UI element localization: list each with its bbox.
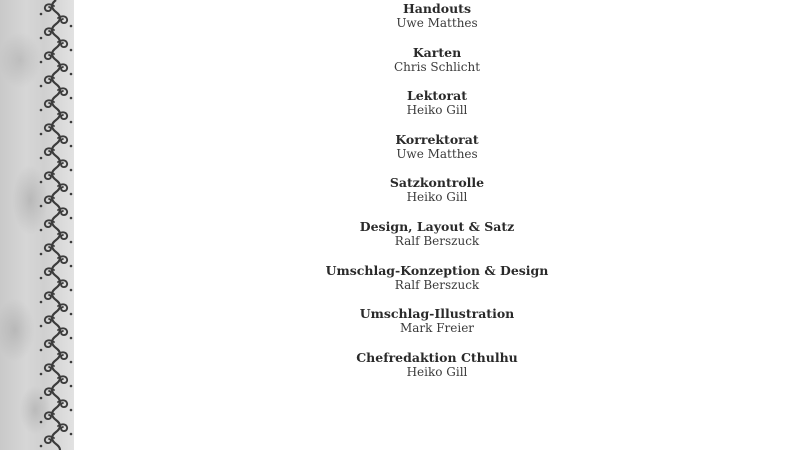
- credit-role: Design, Layout & Satz: [359, 218, 515, 234]
- credit-entry: [74, 131, 800, 175]
- credit-entry: [74, 218, 800, 262]
- credit-entry: [74, 87, 800, 131]
- credit-name: Heiko Gill: [406, 364, 468, 379]
- credit-role: Satzkontrolle: [389, 175, 485, 191]
- credit-name: Ralf Berszuck: [394, 277, 480, 292]
- credit-name: Chris Schlicht: [393, 59, 481, 74]
- credit-entry: [74, 262, 800, 306]
- credit-role: Chefredaktion Cthulhu: [356, 349, 518, 365]
- credit-role: Handouts: [403, 1, 471, 16]
- credit-role: Lektorat: [407, 88, 467, 104]
- credit-name: Uwe Matthes: [396, 16, 478, 30]
- credit-name: Mark Freier: [399, 321, 475, 336]
- credit-name: Heiko Gill: [406, 103, 468, 118]
- credit-role: Karten: [412, 44, 462, 60]
- credit-role: Umschlag-Konzeption & Design: [325, 262, 549, 278]
- credit-entry: [74, 174, 800, 218]
- credits-list: [74, 0, 800, 392]
- credit-name: Heiko Gill: [406, 190, 468, 205]
- credit-role: Korrektorat: [395, 131, 479, 147]
- vine-ornament-icon: [0, 0, 74, 450]
- credit-entry: [74, 349, 800, 393]
- credit-name: Ralf Berszuck: [394, 233, 480, 248]
- credit-role: Umschlag-Illustration: [359, 306, 515, 322]
- credit-entry: [74, 44, 800, 88]
- credit-entry: [74, 0, 800, 44]
- credit-name: Uwe Matthes: [396, 146, 478, 161]
- credit-entry: [74, 305, 800, 349]
- ornamental-border: [0, 0, 74, 450]
